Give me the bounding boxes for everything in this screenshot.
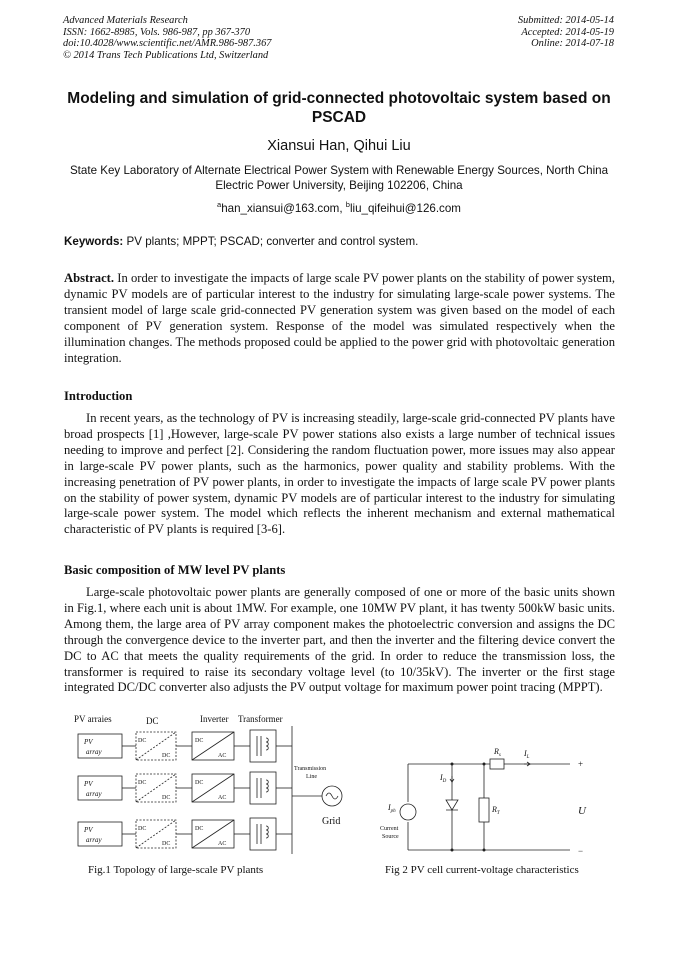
abstract bbox=[64, 271, 615, 366]
diode-symbol bbox=[446, 800, 458, 810]
fig1-caption: Fig.1 Topology of large-scale PV plants bbox=[88, 864, 264, 876]
basic-composition-heading: Basic composition of MW level PV plants bbox=[64, 563, 286, 577]
fig2-caption: Fig 2 PV cell current-voltage characteristics bbox=[385, 864, 579, 876]
transmission-label-line: Line bbox=[306, 774, 317, 780]
inv-out-r2: AC bbox=[218, 795, 227, 801]
inv-in-r2: DC bbox=[195, 780, 204, 786]
introduction-paragraph: In recent years, as the technology of PV is increasing steadily, large-scale grid-connected PV plants have broad prospects [1] ,However, large-scale PV power stations also exists a large number of technical issues needing to improve and perfect [2]. Considering the random fluctuation power, more issues may also appear in large-scale PV power plants, such as the harmonics, power quality and stability problems. With the increasing penetration of PV power plants, in order to investigate the impacts of large scale PV power plants on the stability of power system, dynamic PV models are of particular interest to the industry for simulating large-scale power system. The model which reflects the inherent mechanism and external mathematical characteristic of PV plants is required [3-6]. bbox=[64, 411, 615, 537]
dcdc-in-r2: DC bbox=[138, 780, 147, 786]
dcdc-out-r1: DC bbox=[162, 753, 171, 759]
current-source-label-2: Source bbox=[382, 834, 399, 840]
fig1-topology-diagram bbox=[70, 712, 360, 860]
dcdc-in-r3: DC bbox=[138, 826, 147, 832]
email-a-marker: a bbox=[217, 200, 222, 209]
terminal-minus: − bbox=[578, 846, 584, 856]
il-label: $I_L$ bbox=[524, 749, 530, 760]
shunt-resistor bbox=[479, 798, 489, 822]
pv-label-r1: PV bbox=[84, 738, 93, 746]
pv-unit-row-3 bbox=[78, 818, 292, 850]
abstract-label: Abstract. bbox=[64, 271, 115, 285]
keywords bbox=[64, 235, 616, 248]
fig1-col-inverter: Inverter bbox=[200, 714, 229, 724]
iph-label: $I_{ph}$ bbox=[388, 803, 396, 814]
pv-unit-row-1 bbox=[78, 730, 292, 762]
rsh-label: $R_T$ bbox=[492, 805, 500, 816]
fig1-col-transformer: Transformer bbox=[238, 714, 283, 724]
journal-copyright: © 2014 Trans Tech Publications Ltd, Switzerland bbox=[63, 49, 269, 61]
journal-issn: ISSN: 1662-8985, Vols. 986-987, pp 367-370 bbox=[63, 26, 251, 38]
email-b-marker: b bbox=[345, 200, 350, 209]
paper-title: Modeling and simulation of grid-connected photovoltaic system based on PSCAD bbox=[67, 90, 611, 126]
pv-label-r1b: array bbox=[86, 748, 102, 756]
voltage-u-label: U bbox=[578, 805, 586, 817]
pv-label-r3b: array bbox=[86, 836, 102, 844]
accepted-date: Accepted: 2014-05-19 bbox=[521, 26, 614, 38]
pv-label-r3: PV bbox=[84, 826, 93, 834]
current-source bbox=[400, 804, 416, 820]
dcdc-out-r2: DC bbox=[162, 795, 171, 801]
pv-unit-row-2 bbox=[78, 772, 292, 804]
abstract-text: In order to investigate the impacts of large scale PV power plants on the stability of power system, dynamic PV models are of particular interest to the industry for simulating large-scale power systems. The transient model of large scale grid-connected PV generation system was given based on the model of each component of PV generation system. Response of the model was simulated respectively when the illumination changes. The methods proposed could be applied to the power grid with photovoltaic generation integration. bbox=[64, 271, 615, 365]
fig2-pv-cell-circuit bbox=[372, 742, 612, 862]
authors: Xiansui Han, Qihui Liu bbox=[267, 138, 411, 154]
journal-doi: doi:10.4028/www.scientific.net/AMR.986-987.367 bbox=[63, 38, 272, 50]
introduction-heading: Introduction bbox=[64, 389, 133, 403]
basic-composition-paragraph: Large-scale photovoltaic power plants are generally composed of one or more of the basic units shown in Fig.1, where each unit is about 1MW. For example, one 10MW PV plant, it has twenty 500kW basic units. Among them, the large area of PV array component makes the photoelectric conversion and assigns the DC through the convergence device to the inverter part, and then the inverter and the filtering device convert the DC to AC that meets the quality requirements of the grid. In order to reduce the transmission loss, the transformer is required to raise its secondary voltage level (to 10/35kV). The inverter or the first stage integrated DC/DC converter also adjusts the PV output voltage for maximum power point tracing (MPPT). bbox=[64, 585, 615, 695]
online-date: Online: 2014-07-18 bbox=[531, 38, 614, 50]
transmission-label: Transmission bbox=[294, 766, 327, 772]
inv-in-r3: DC bbox=[195, 826, 204, 832]
journal-header-right bbox=[518, 15, 614, 50]
fig1-col-pv: PV arraies bbox=[74, 714, 112, 724]
pv-label-r2b: array bbox=[86, 790, 102, 798]
grid-label: Grid bbox=[322, 816, 341, 827]
rs-label: $R_s$ bbox=[494, 747, 501, 758]
terminal-plus: + bbox=[578, 759, 584, 769]
inv-in-r1: DC bbox=[195, 738, 204, 744]
inv-out-r3: AC bbox=[218, 841, 227, 847]
journal-name: Advanced Materials Research bbox=[63, 15, 188, 26]
pv-label-r2: PV bbox=[84, 780, 93, 788]
keywords-text: PV plants; MPPT; PSCAD; converter and control system. bbox=[123, 235, 419, 248]
inv-out-r1: AC bbox=[218, 753, 227, 759]
keywords-label: Keywords: bbox=[64, 235, 124, 248]
series-resistor bbox=[490, 759, 504, 769]
id-label: $I_D$ bbox=[440, 773, 447, 784]
email-a: han_xiansui@163.com, bbox=[221, 201, 346, 215]
submitted-date: Submitted: 2014-05-14 bbox=[517, 15, 614, 26]
dcdc-out-r3: DC bbox=[162, 841, 171, 847]
dcdc-in-r1: DC bbox=[138, 738, 147, 744]
email-b: liu_qifeihui@126.com bbox=[349, 201, 461, 215]
journal-header-left bbox=[63, 15, 271, 61]
fig1-col-dc: DC bbox=[146, 716, 159, 726]
author-emails bbox=[60, 200, 618, 215]
affiliation: State Key Laboratory of Alternate Electrical Power System with Renewable Energy Sources, North China Electric Power University, Beijing 102206, China bbox=[69, 164, 609, 192]
current-source-label-1: Current bbox=[380, 826, 399, 832]
